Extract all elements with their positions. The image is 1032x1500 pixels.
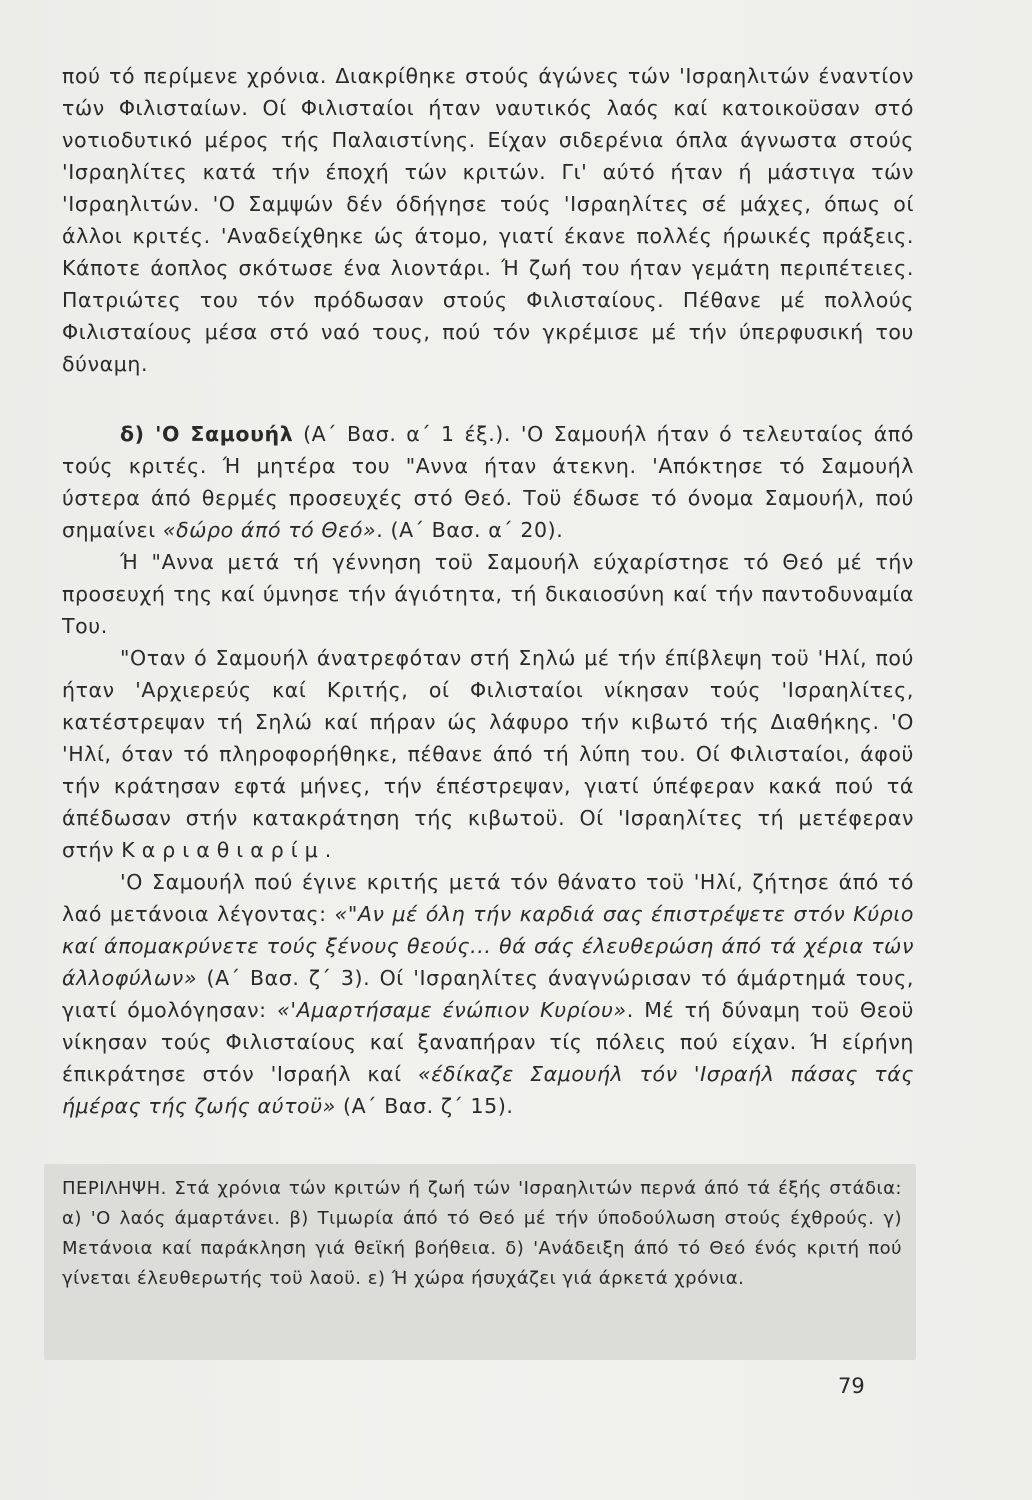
samuel-quote: «"Αν μέ όλη τήν καρδιά σας έπιστρέψετε στόν Κύριο καί άπομακρύνετε τούς ξένους θεούς... θά σάς έλευθερώση άπό τά χέρια τών άλλοφύλων»: [62, 902, 914, 990]
judging-quote: «έδίκαζε Σαμουήλ τόν 'Ισραήλ πάσας τάς ήμέρας τής ζωής αύτοϋ»: [62, 1062, 914, 1118]
samuel-intro-text: 'Ο Σαμουήλ ήταν ό τελευταίος άπό τούς κριτές. Ή μητέρα του "Αννα ήταν άτεκνη. 'Απόκτησε τό Σαμουήλ ύστερα άπό θερμές προσευχές στό Θεό. Τοϋ έδωσε τό όνομα Σαμουήλ, πού σημαίνει: [62, 422, 914, 542]
samuel-intro-ref: (Α΄ Βασ. α΄ 1 έξ.).: [293, 422, 521, 446]
paragraph-samson-text: πού τό περίμενε χρόνια. Διακρίθηκε στούς άγώνες τών 'Ισραηλιτών έναντίον τών Φιλισταίων. Οί Φιλισταίοι ήταν ναυτικός λαός καί κατοικοϋσαν στό νοτιοδυτικό μέρος τής Παλαιστίνης. Είχαν σιδερένια όπλα άγνωστα στούς 'Ισραηλίτες κατά τήν έποχή τών κριτών. Γι' αύτό ήταν ή μάστιγα τών 'Ισραηλιτών. 'Ο Σαμψών δέν όδήγησε τούς 'Ισραηλίτες σέ μάχες, όπως οί άλλοι κριτές. 'Αναδείχθηκε ώς άτομο, γιατί έκανε πολλές ήρωικές πράξεις. Κάποτε άοπλος σκότωσε ένα λιοντάρι. Ή ζωή του ήταν γεμάτη περιπέτειες. Πατριώτες του τόν πρόδωσαν στούς Φιλισταίους. Πέθανε μέ πολλούς Φιλισταίους μέσα στό ναό τους, πού τόν γκρέμισε μέ τήν ύπερφυσική του δύναμη.: [62, 64, 914, 376]
repentance-text-mid2: . Μέ τή δύναμη τοϋ Θεοϋ νίκησαν τούς Φιλισταίους καί ξαναπήραν τίς πόλεις πού είχαν. Ή είρήνη έπικράτησε στόν 'Ισραήλ καί: [62, 998, 914, 1086]
section-heading: δ) 'Ο Σαμουήλ: [120, 422, 294, 446]
place-kiriath-jearim: Καριαθιαρίμ: [121, 838, 325, 862]
anna-paragraph: Ή "Αννα μετά τή γέννηση τοϋ Σαμουήλ εύχαρίστησε τό Θεό μέ τήν προσευχή της καί ύμνησε τήν άγιότητα, τή δικαιοσύνη καί τήν παντοδυναμία Του.: [62, 550, 914, 638]
repentance-paragraph: [62, 866, 914, 1122]
eli-paragraph: [62, 642, 914, 866]
samuel-intro-paragraph: [62, 418, 914, 546]
paragraph-samson: [62, 60, 914, 380]
repentance-text-end: (Α΄ Βασ. ζ΄ 15).: [335, 1094, 514, 1118]
section-samuel: [62, 418, 914, 1122]
samuel-intro-end: . (Α΄ Βασ. α΄ 20).: [376, 518, 564, 542]
page-number: 79: [838, 1374, 865, 1398]
summary-text: ΠΕΡΙΛΗΨΗ. Στά χρόνια τών κριτών ή ζωή τών 'Ισραηλιτών περνά άπό τά έξής στάδια: α) 'Ο λαός άμαρτάνει. β) Τιμωρία άπό τό Θεό μέ τήν ύποδούλωση στούς έχθρούς. γ) Μετάνοια καί παράκληση γιά θεϊκή βοήθεια. δ) 'Ανάδειξη άπό τό Θεό ένός κριτή πού γίνεται έλευθερωτής τοϋ λαοϋ. ε) Ή χώρα ήσυχάζει γιά άρκετά χρόνια.: [62, 1178, 902, 1289]
confession-quote: «'Αμαρτήσαμε ένώπιον Κυρίου»: [277, 998, 627, 1022]
repentance-text-mid1: (Α΄ Βασ. ζ΄ 3). Οί 'Ισραηλίτες άναγνώρισαν τό άμάρτημά τους, γιατί όμολόγησαν:: [62, 966, 914, 1022]
samuel-name-meaning: «δώρο άπό τό Θεό»: [162, 518, 377, 542]
eli-paragraph-end: .: [324, 838, 332, 862]
repentance-text-start: 'Ο Σαμουήλ πού έγινε κριτής μετά τόν θάνατο τοϋ 'Ηλί, ζήτησε άπό τό λαό μετάνοια λέγοντας:: [62, 870, 914, 926]
eli-paragraph-text: "Οταν ό Σαμουήλ άνατρεφόταν στή Σηλώ μέ τήν έπίβλεψη τοϋ 'Ηλί, πού ήταν 'Αρχιερεύς καί Κριτής, οί Φιλισταίοι νίκησαν τούς 'Ισραηλίτες, κατέστρεψαν τή Σηλώ καί πήραν ώς λάφυρο τήν κιβωτό τής Διαθήκης. 'Ο 'Ηλί, όταν τό πληροφορήθηκε, πέθανε άπό τή λύπη του. Οί Φιλισταίοι, άφοϋ τήν κράτησαν εφτά μήνες, τήν έπέστρεψαν, γιατί ύπέφεραν κακά πού τά άπέδωσαν στήν κατακράτηση τής κιβωτοϋ. Οί 'Ισραηλίτες τή μετέφεραν στήν: [62, 646, 914, 862]
